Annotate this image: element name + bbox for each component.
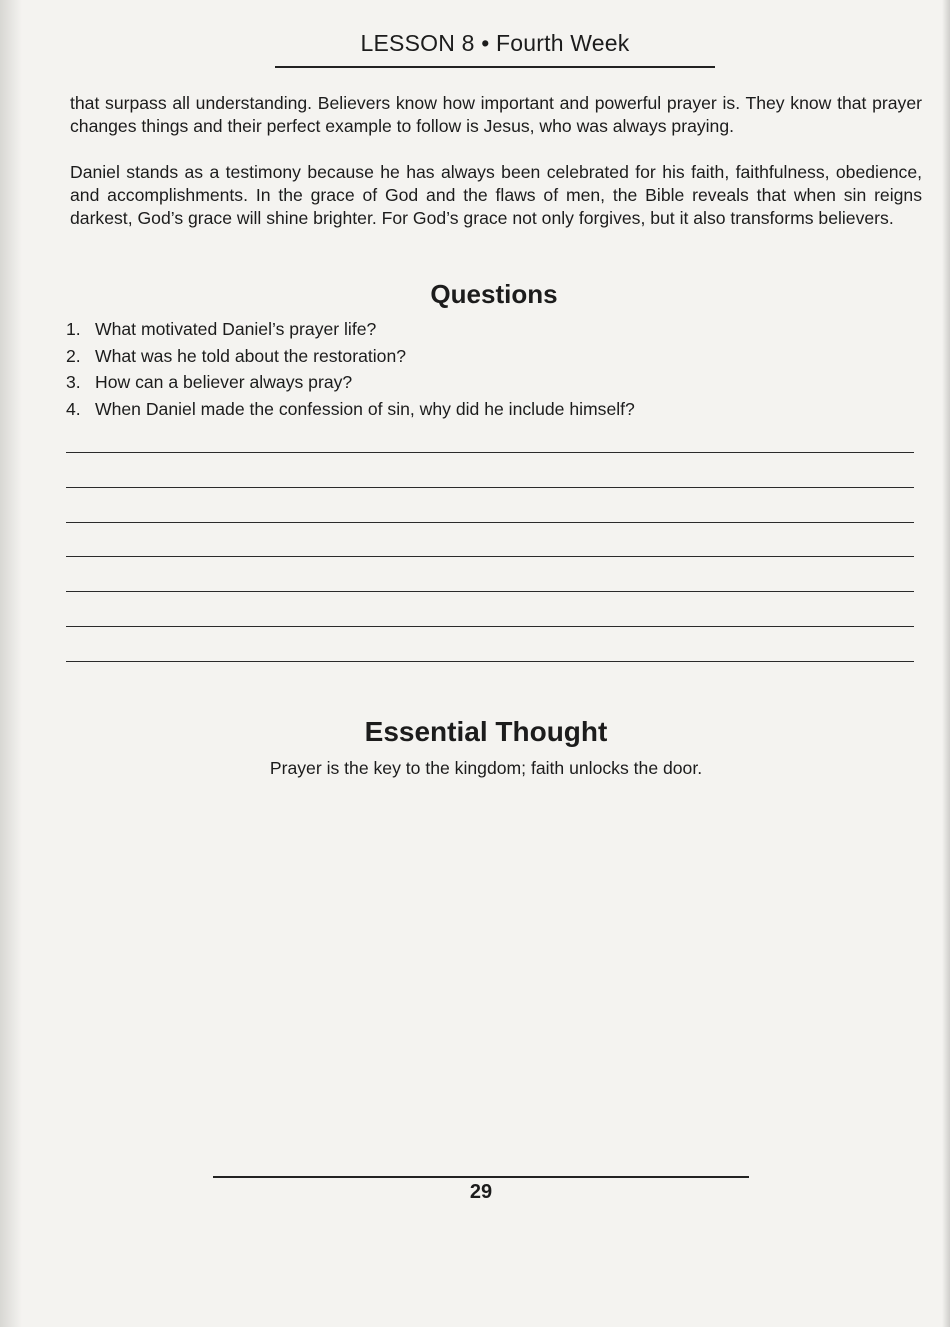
essential-thought-text: Prayer is the key to the kingdom; faith unlocks the door. <box>269 758 703 778</box>
question-text: What motivated Daniel’s prayer life? <box>95 319 377 339</box>
answer-line[interactable] <box>66 487 914 488</box>
header-rule <box>275 66 715 68</box>
answer-line[interactable] <box>66 661 914 662</box>
question-item <box>66 396 635 423</box>
paragraph-daniel: Daniel stands as a testimony because he has always been celebrated for his faith, faithfulness, obedience, and accomplishments. In the grace of God and the flaws of men, the Bible reveals that when sin reigns darkest, God’s grace will shine brighter. For God’s grace not only forgives, but it also transforms believers. <box>70 162 922 228</box>
question-item <box>66 316 635 343</box>
page-edge-shadow <box>942 0 950 1327</box>
question-item <box>66 343 635 370</box>
answer-line[interactable] <box>66 556 914 557</box>
answer-lines <box>66 452 914 696</box>
question-number: 3. <box>66 372 81 392</box>
page-number: 29 <box>469 1181 493 1203</box>
question-number: 4. <box>66 398 81 419</box>
answer-line[interactable] <box>66 522 914 523</box>
paragraph-prayer: that surpass all understanding. Believers know how important and powerful prayer is. They know that prayer changes things and their perfect example to follow is Jesus, who was always praying. <box>70 93 922 136</box>
essential-thought-heading: Essential Thought <box>364 716 608 747</box>
footer-rule <box>213 1176 749 1178</box>
question-text: When Daniel made the confession of sin, why did he include himself? <box>95 398 635 419</box>
question-number: 1. <box>66 319 81 339</box>
questions-list <box>66 316 635 422</box>
question-item <box>66 369 635 396</box>
lesson-header: LESSON 8 • Fourth Week <box>360 30 630 56</box>
questions-heading: Questions <box>430 279 558 309</box>
question-text: How can a believer always pray? <box>95 372 353 392</box>
answer-line[interactable] <box>66 452 914 453</box>
answer-line[interactable] <box>66 591 914 592</box>
page-binding-shadow <box>0 0 22 1327</box>
answer-line[interactable] <box>66 626 914 627</box>
question-number: 2. <box>66 345 81 366</box>
question-text: What was he told about the restoration? <box>95 345 407 366</box>
